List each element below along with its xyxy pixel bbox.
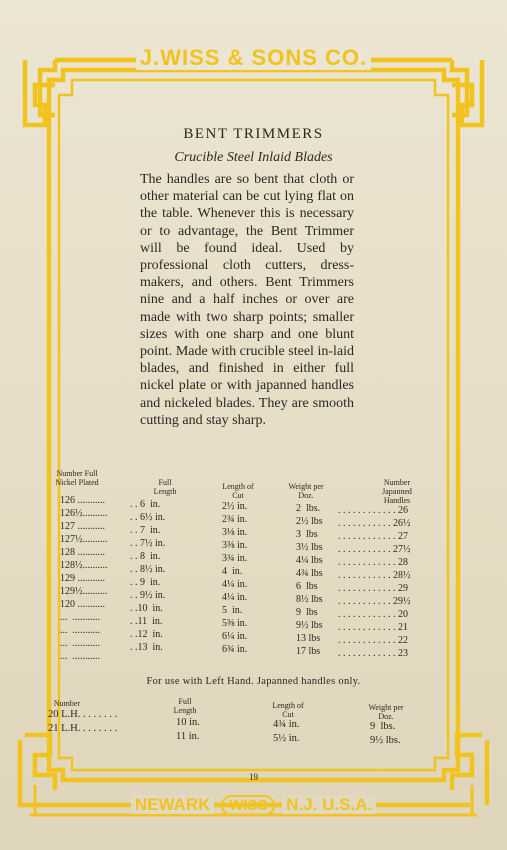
table-cell: . . 6 in. — [130, 499, 161, 510]
lh-column-cuts — [273, 718, 300, 746]
header-weight: Weight per Doz. — [288, 482, 324, 500]
table-cell: 4¾ in. — [273, 719, 300, 730]
table-cell: 126 ........... — [60, 495, 105, 506]
table-cell: 3⅜ in. — [222, 540, 248, 551]
table-cell: 6¾ in. — [222, 644, 248, 655]
column-weight — [296, 502, 323, 671]
footer-city: NEWARK — [131, 795, 215, 814]
table-cell: 11 in. — [176, 731, 200, 742]
header-number-japanned: Number Japanned Handles — [382, 478, 412, 505]
table-cell: . . . . . . . . . . . . 28 — [338, 557, 408, 568]
table-cell: 126½.......... — [60, 508, 108, 519]
column-nickel-numbers — [60, 494, 108, 663]
table-cell: 4 in. — [222, 566, 243, 577]
lh-column-weights — [370, 720, 401, 748]
table-cell: . . . . . . . . . . . . 29 — [338, 583, 408, 594]
column-japanned-numbers — [338, 504, 411, 673]
table-cell: 13 lbs — [296, 633, 321, 644]
table-cell — [130, 654, 165, 667]
lh-header-full-length: Full Length — [173, 697, 197, 715]
firm-name: J.WISS & SONS CO. — [136, 45, 371, 70]
lh-column-lengths — [176, 716, 200, 744]
table-cell: . . . . . . . . . . . 26½ — [338, 518, 411, 529]
table-cell: 20 L.H. . . . . . . . — [48, 709, 118, 720]
footer-banner — [0, 795, 507, 816]
table-cell: . . 7 in. — [130, 525, 161, 536]
table-cell: 5 in. — [222, 605, 243, 616]
table-cell: 9½ lbs. — [370, 735, 401, 746]
table-cell: 5½ in. — [273, 733, 300, 744]
table-cell: 10 in. — [176, 717, 200, 728]
table-cell: 128 ........... — [60, 547, 105, 558]
wiss-logo: WISS — [221, 795, 275, 816]
header-length-cut: Length of Cut — [222, 482, 254, 500]
table-cell: . . . . . . . . . . . . 22 — [338, 635, 408, 646]
table-cell: . . 8 in. — [130, 551, 161, 562]
table-cell: . . . . . . . . . . . . 26 — [338, 505, 408, 516]
table-cell — [296, 658, 323, 671]
table-cell: . . 8½ in. — [130, 564, 166, 575]
table-cell: 3⅛ in. — [222, 527, 248, 538]
lh-header-weight: Weight per Doz. — [368, 703, 404, 721]
table-cell: ... ........... — [60, 625, 100, 636]
page-title: BENT TRIMMERS — [183, 126, 324, 142]
footer-state: N.J. U.S.A. — [282, 795, 376, 814]
table-cell: 120 ........... — [60, 599, 105, 610]
table-cell: . . 7½ in. — [130, 538, 166, 549]
table-cell: . . . . . . . . . . . . 20 — [338, 609, 408, 620]
table-cell: . . . . . . . . . . . 27½ — [338, 544, 411, 555]
table-cell: 9½ lbs — [296, 620, 323, 631]
table-cell: 9 lbs — [296, 607, 318, 618]
header-full-length: Full Length — [153, 478, 177, 496]
table-cell: 127 ........... — [60, 521, 105, 532]
table-cell: . . . . . . . . . . . . 21 — [338, 622, 408, 633]
table-cell: 21 L.H. . . . . . . . — [48, 723, 118, 734]
table-cell: 9 lbs. — [370, 721, 396, 732]
table-cell: 3 lbs — [296, 529, 318, 540]
page-subtitle: Crucible Steel Inlaid Blades — [174, 150, 333, 165]
table-cell: ... ........... — [60, 651, 100, 662]
left-hand-note: For use with Left Hand. Japanned handles only. — [146, 676, 361, 687]
table-cell: 5⅜ in. — [222, 618, 248, 629]
header-number-nickel: Number Full Nickel Plated — [55, 469, 99, 487]
table-cell: 8½ lbs — [296, 594, 323, 605]
table-cell: 3½ lbs — [296, 542, 323, 553]
table-cell: 6¼ in. — [222, 631, 248, 642]
page-number: 19 — [249, 772, 258, 782]
table-cell: 3¾ in. — [222, 553, 248, 564]
lh-header-length-cut: Length of Cut — [272, 701, 304, 719]
table-cell: 129 ........... — [60, 573, 105, 584]
table-cell: 2½ in. — [222, 501, 248, 512]
column-full-length — [130, 498, 165, 667]
table-cell: 4¼ in. — [222, 579, 248, 590]
table-cell: . .13 in. — [130, 642, 163, 653]
table-cell: 17 lbs — [296, 646, 321, 657]
lh-column-numbers — [48, 708, 117, 736]
column-length-cut — [222, 500, 247, 669]
table-cell: . . . . . . . . . . . . 23 — [338, 648, 408, 659]
table-cell: 2 lbs. — [296, 503, 321, 514]
table-cell: 4¾ lbs — [296, 568, 323, 579]
table-cell: 4¼ lbs — [296, 555, 323, 566]
table-cell: . . 6½ in. — [130, 512, 166, 523]
table-cell: . . . . . . . . . . . 29½ — [338, 596, 411, 607]
table-cell: . .10 in. — [130, 603, 163, 614]
table-cell: 6 lbs — [296, 581, 318, 592]
table-cell — [338, 660, 411, 673]
description-paragraph: The handles are so bent that cloth or other material can be cut lying flat on the table. Whenever this is necessary or to advantage, the Bent Trimmer will be found ideal. Used by professional cloth cutters, dress-makers, and others. Bent Trimmers nine and a half inches or over are made with two sharp points; smaller sizes with one sharp and one blunt point. Made with crucible steel in-laid blades, and finished in either full nickel plate or with japanned handles and nickeled blades. They are smooth cutting and stay sharp. — [140, 172, 354, 428]
table-cell: 127½.......... — [60, 534, 108, 545]
lh-header-number: Number — [53, 699, 81, 708]
table-cell: ... ........... — [60, 612, 100, 623]
table-cell: 128½.......... — [60, 560, 108, 571]
table-cell — [222, 656, 247, 669]
firm-banner — [0, 45, 507, 71]
table-cell: ... ........... — [60, 638, 100, 649]
table-cell: . . . . . . . . . . . . 27 — [338, 531, 408, 542]
table-cell: 4¼ in. — [222, 592, 248, 603]
table-cell: 2½ lbs — [296, 516, 323, 527]
table-cell: . . 9 in. — [130, 577, 161, 588]
table-cell: . . 9½ in. — [130, 590, 166, 601]
table-cell: . .11 in. — [130, 616, 163, 627]
table-cell: 129½.......... — [60, 586, 108, 597]
table-cell: . .12 in. — [130, 629, 163, 640]
table-cell: . . . . . . . . . . . 28½ — [338, 570, 411, 581]
table-cell: 2¾ in. — [222, 514, 248, 525]
